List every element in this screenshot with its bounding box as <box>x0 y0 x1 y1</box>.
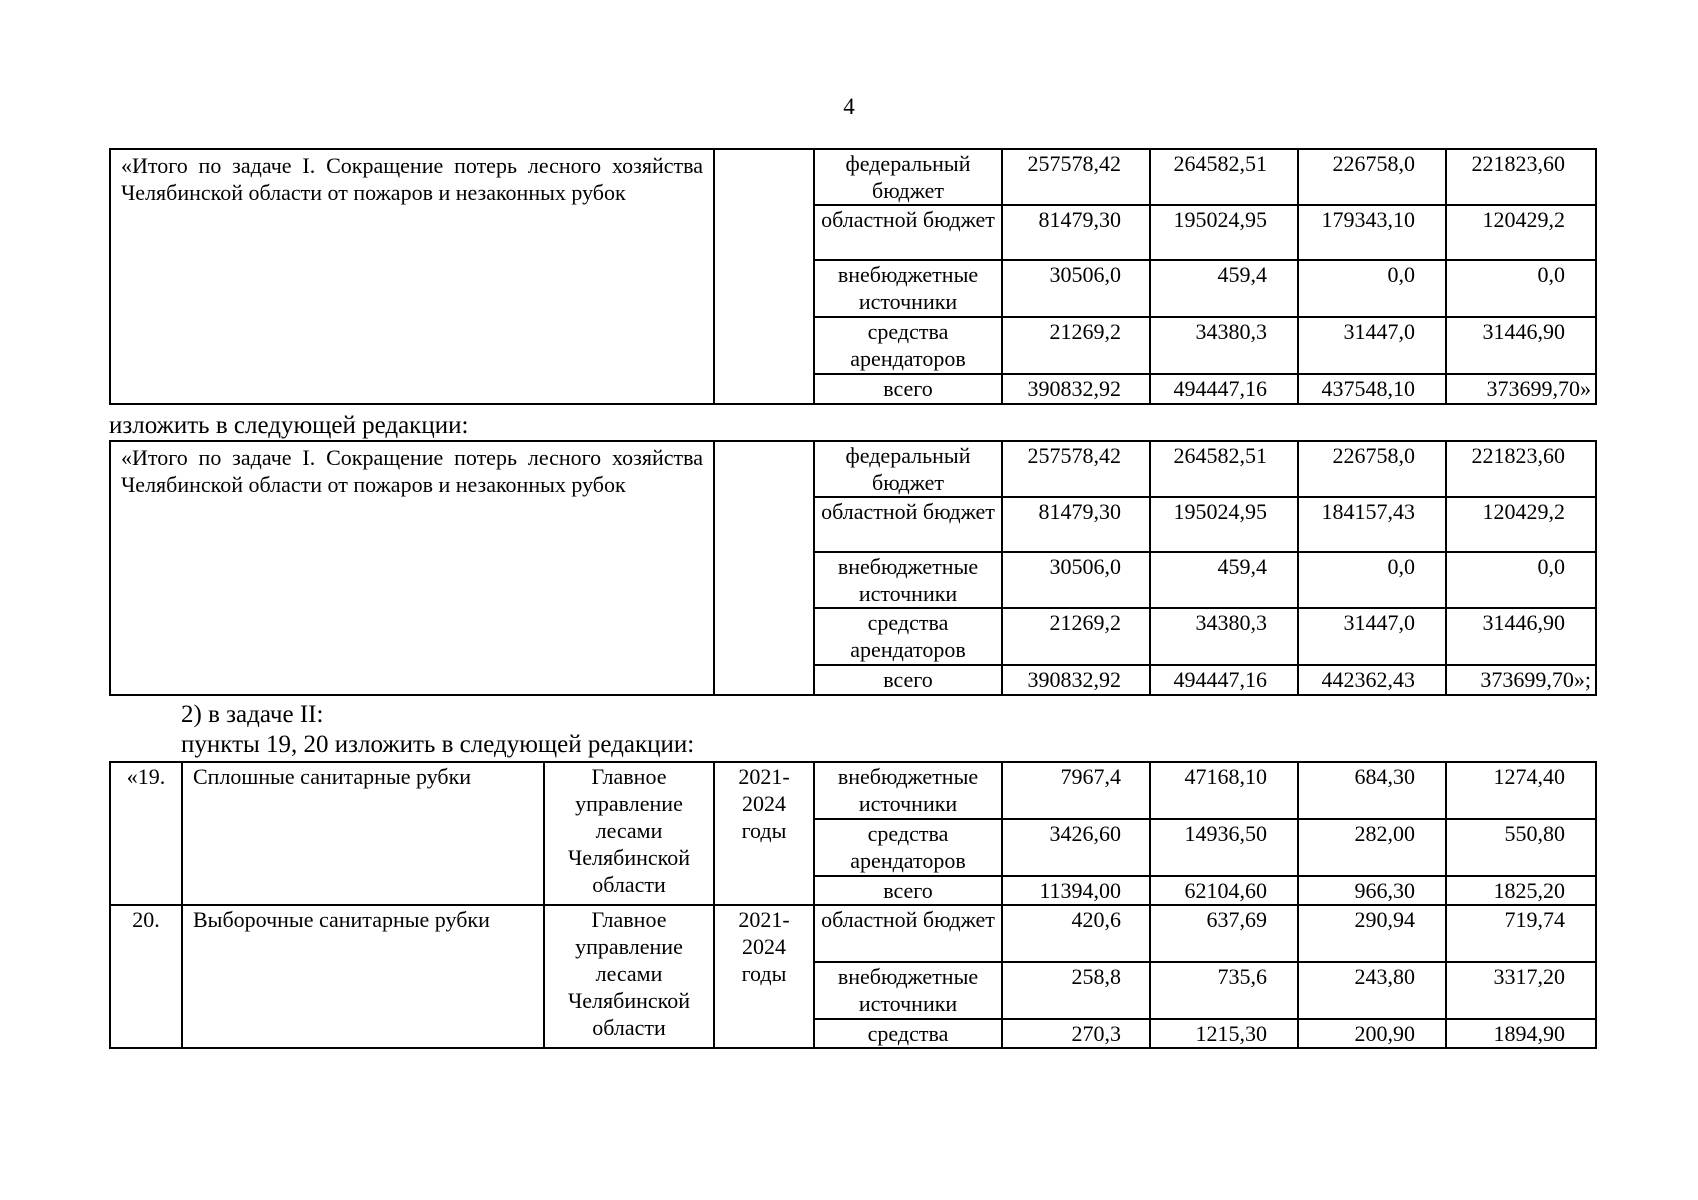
item-years: 2021-2024 годы <box>714 762 814 905</box>
funding-source: областной бюджет <box>814 205 1002 260</box>
item-executor: Главное управление лесами Челябинской области <box>544 762 714 905</box>
value-cell: 373699,70» <box>1446 374 1596 404</box>
value-cell: 390832,92 <box>1002 665 1150 695</box>
value-cell: 257578,42 <box>1002 441 1150 497</box>
item-number: 20. <box>110 905 182 1048</box>
value-cell: 31447,0 <box>1298 608 1446 665</box>
funding-source: областной бюджет <box>814 497 1002 552</box>
funding-source: средства арендаторов <box>814 317 1002 374</box>
value-cell: 282,00 <box>1298 819 1446 876</box>
funding-source: внебюджетные источники <box>814 962 1002 1019</box>
funding-source: всего <box>814 665 1002 695</box>
value-cell: 264582,51 <box>1150 149 1298 205</box>
value-cell: 31446,90 <box>1446 317 1596 374</box>
item-executor: Главное управление лесами Челябинской области <box>544 905 714 1048</box>
value-cell: 257578,42 <box>1002 149 1150 205</box>
funding-source: федеральный бюджет <box>814 149 1002 205</box>
value-cell: 21269,2 <box>1002 608 1150 665</box>
value-cell: 494447,16 <box>1150 665 1298 695</box>
item-name: Выборочные санитарные рубки <box>182 905 544 1048</box>
value-cell: 3426,60 <box>1002 819 1150 876</box>
executor-cell <box>714 149 814 404</box>
funding-source: внебюджетные источники <box>814 762 1002 819</box>
value-cell: 719,74 <box>1446 905 1596 962</box>
table-row <box>110 905 1596 962</box>
value-cell: 31447,0 <box>1298 317 1446 374</box>
funding-source: средства <box>814 1019 1002 1048</box>
value-cell: 195024,95 <box>1150 497 1298 552</box>
value-cell: 494447,16 <box>1150 374 1298 404</box>
table-row <box>110 441 1596 497</box>
value-cell: 684,30 <box>1298 762 1446 819</box>
funding-source: средства арендаторов <box>814 819 1002 876</box>
value-cell: 179343,10 <box>1298 205 1446 260</box>
value-cell: 226758,0 <box>1298 441 1446 497</box>
total-task1-old-table <box>109 148 1597 405</box>
value-cell: 1894,90 <box>1446 1019 1596 1048</box>
redaction-text: изложить в следующей редакции: <box>109 412 469 439</box>
table-row <box>110 762 1596 819</box>
value-cell: 221823,60 <box>1446 149 1596 205</box>
funding-source: всего <box>814 374 1002 404</box>
value-cell: 258,8 <box>1002 962 1150 1019</box>
value-cell: 11394,00 <box>1002 876 1150 905</box>
value-cell: 966,30 <box>1298 876 1446 905</box>
item-name: Сплошные санитарные рубки <box>182 762 544 905</box>
value-cell: 81479,30 <box>1002 205 1150 260</box>
value-cell: 3317,20 <box>1446 962 1596 1019</box>
item-number: «19. <box>110 762 182 905</box>
value-cell: 34380,3 <box>1150 608 1298 665</box>
value-cell: 120429,2 <box>1446 497 1596 552</box>
value-cell: 31446,90 <box>1446 608 1596 665</box>
value-cell: 459,4 <box>1150 260 1298 317</box>
value-cell: 184157,43 <box>1298 497 1446 552</box>
funding-source: внебюджетные источники <box>814 552 1002 608</box>
value-cell: 21269,2 <box>1002 317 1150 374</box>
value-cell: 30506,0 <box>1002 260 1150 317</box>
points-table <box>109 761 1597 1049</box>
value-cell: 0,0 <box>1298 552 1446 608</box>
table-row <box>110 149 1596 205</box>
value-cell: 62104,60 <box>1150 876 1298 905</box>
value-cell: 390832,92 <box>1002 374 1150 404</box>
value-cell: 81479,30 <box>1002 497 1150 552</box>
value-cell: 373699,70»; <box>1446 665 1596 695</box>
value-cell: 14936,50 <box>1150 819 1298 876</box>
value-cell: 0,0 <box>1446 260 1596 317</box>
task-description: «Итого по задаче I. Сокращение потерь лесного хозяйства Челябинской области от пожаров и незаконных рубок <box>110 441 714 695</box>
value-cell: 1274,40 <box>1446 762 1596 819</box>
value-cell: 34380,3 <box>1150 317 1298 374</box>
task2-heading: 2) в задаче II: <box>181 701 324 728</box>
executor-cell <box>714 441 814 695</box>
value-cell: 30506,0 <box>1002 552 1150 608</box>
funding-source: всего <box>814 876 1002 905</box>
funding-source: областной бюджет <box>814 905 1002 962</box>
value-cell: 200,90 <box>1298 1019 1446 1048</box>
value-cell: 243,80 <box>1298 962 1446 1019</box>
value-cell: 226758,0 <box>1298 149 1446 205</box>
value-cell: 442362,43 <box>1298 665 1446 695</box>
value-cell: 735,6 <box>1150 962 1298 1019</box>
value-cell: 120429,2 <box>1446 205 1596 260</box>
page-number: 4 <box>843 94 855 119</box>
value-cell: 195024,95 <box>1150 205 1298 260</box>
value-cell: 264582,51 <box>1150 441 1298 497</box>
value-cell: 0,0 <box>1446 552 1596 608</box>
value-cell: 270,3 <box>1002 1019 1150 1048</box>
total-task1-new-table <box>109 440 1597 696</box>
task-description: «Итого по задаче I. Сокращение потерь лесного хозяйства Челябинской области от пожаров и незаконных рубок <box>110 149 714 404</box>
item-years: 2021-2024 годы <box>714 905 814 1048</box>
value-cell: 420,6 <box>1002 905 1150 962</box>
value-cell: 550,80 <box>1446 819 1596 876</box>
points-redaction-text: пункты 19, 20 изложить в следующей редакции: <box>181 731 695 758</box>
value-cell: 290,94 <box>1298 905 1446 962</box>
value-cell: 221823,60 <box>1446 441 1596 497</box>
value-cell: 1215,30 <box>1150 1019 1298 1048</box>
funding-source: средства арендаторов <box>814 608 1002 665</box>
value-cell: 0,0 <box>1298 260 1446 317</box>
funding-source: внебюджетные источники <box>814 260 1002 317</box>
funding-source: федеральный бюджет <box>814 441 1002 497</box>
value-cell: 437548,10 <box>1298 374 1446 404</box>
value-cell: 459,4 <box>1150 552 1298 608</box>
value-cell: 1825,20 <box>1446 876 1596 905</box>
value-cell: 637,69 <box>1150 905 1298 962</box>
value-cell: 7967,4 <box>1002 762 1150 819</box>
value-cell: 47168,10 <box>1150 762 1298 819</box>
